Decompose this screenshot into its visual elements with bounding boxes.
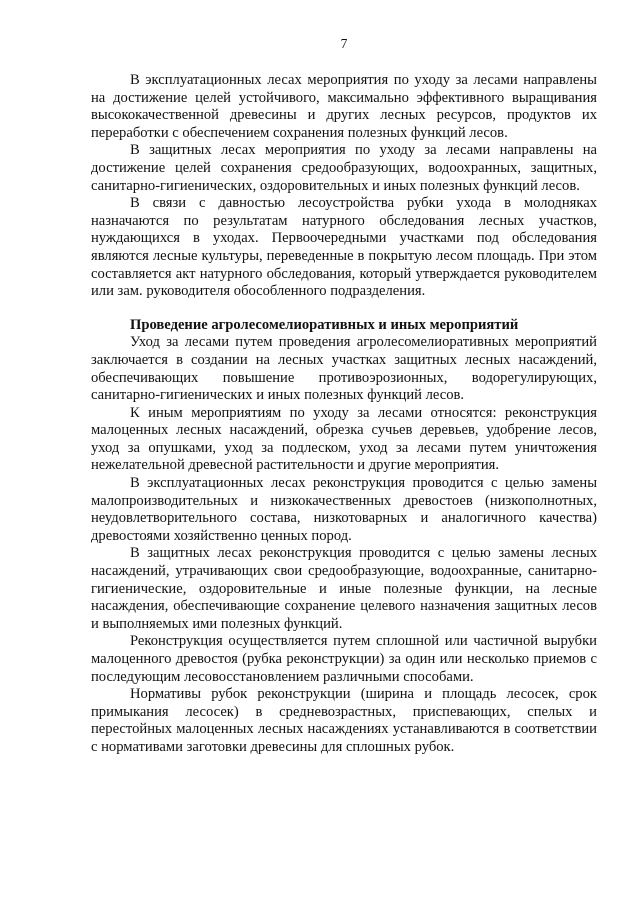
paragraph-exploitation-forests: В эксплуатационных лесах мероприятия по уходу за лесами направлены на достижение целей устойчивого, максимально эффективного выращивания высококачественной древесины и других лесных ресурсов, продуктов их переработки с обеспечением сохранения полезных функций лесов. [91,72,597,141]
paragraph-reconstruction-protective: В защитных лесах реконструкция проводится с целью замены лесных насаждений, утрачивающих свои средообразующие, водоохранные, санитарно-гигиенические, оздоровительные и иные полезные функции, на лесные насаждения, обеспечивающие сохранение целевого назначения защитных лесов и выполняемых ими полезных функций. [91,545,597,632]
section-heading: Проведение агролесомелиоративных и иных мероприятий [130,316,519,333]
document-page [91,36,597,896]
page-number: 7 [340,36,348,51]
paragraph-protective-forests: В защитных лесах мероприятия по уходу за лесами направлены на достижение целей сохранения средообразующих, водоохранных, защитных, санитарно-гигиенических, оздоровительных и иных полезных функций лесов. [91,142,597,194]
paragraph-reconstruction-exploitation: В эксплуатационных лесах реконструкция проводится с целью замены малопроизводительных и низкокачественных древостоев (низкополнотных, неудовлетворительного состава, низкотоварных и аналогичного качества) древостоями хозяйственно ценных пород. [91,475,597,544]
paragraph-reconstruction-method: Реконструкция осуществляется путем сплошной или частичной вырубки малоценного древостоя (рубка реконструкции) за один или несколько приемов с последующим лесовосстановлением различными способами. [91,633,597,685]
paragraph-agroforestry-care: Уход за лесами путем проведения агролесомелиоративных мероприятий заключается в создании на лесных участках защитных лесных насаждений, обеспечивающих повышение противоэрозионных, водорегулирующих, санитарно-гигиенических и иных полезных функций лесов. [91,334,597,404]
paragraph-other-measures: К иным мероприятиям по уходу за лесами относятся: реконструкция малоценных лесных насаждений, обрезка сучьев деревьев, удобрение лесов, уход за опушками, уход за подлеском, уход за лесами путем уничтожения нежелательной древесной растительности и другие мероприятия. [91,404,597,474]
paragraph-reconstruction-norms: Нормативы рубок реконструкции (ширина и площадь лесосек, срок примыкания лесосек) в средневозрастных, приспевающих, спелых и перестойных малоценных лесных насаждениях устанавливаются в соответствии с нормативами заготовки древесины для сплошных рубок. [91,686,597,755]
paragraph-young-stands-thinning: В связи с давностью лесоустройства рубки ухода в молодняках назначаются по результатам натурного обследования лесных участков, нуждающихся в уходах. Первоочередными участками под обследования являются лесные культуры, переведенные в покрытую лесом площадь. При этом составляется акт натурного обследования, который утверждается руководителем или зам. руководителя обособленного подразделения. [91,195,597,300]
